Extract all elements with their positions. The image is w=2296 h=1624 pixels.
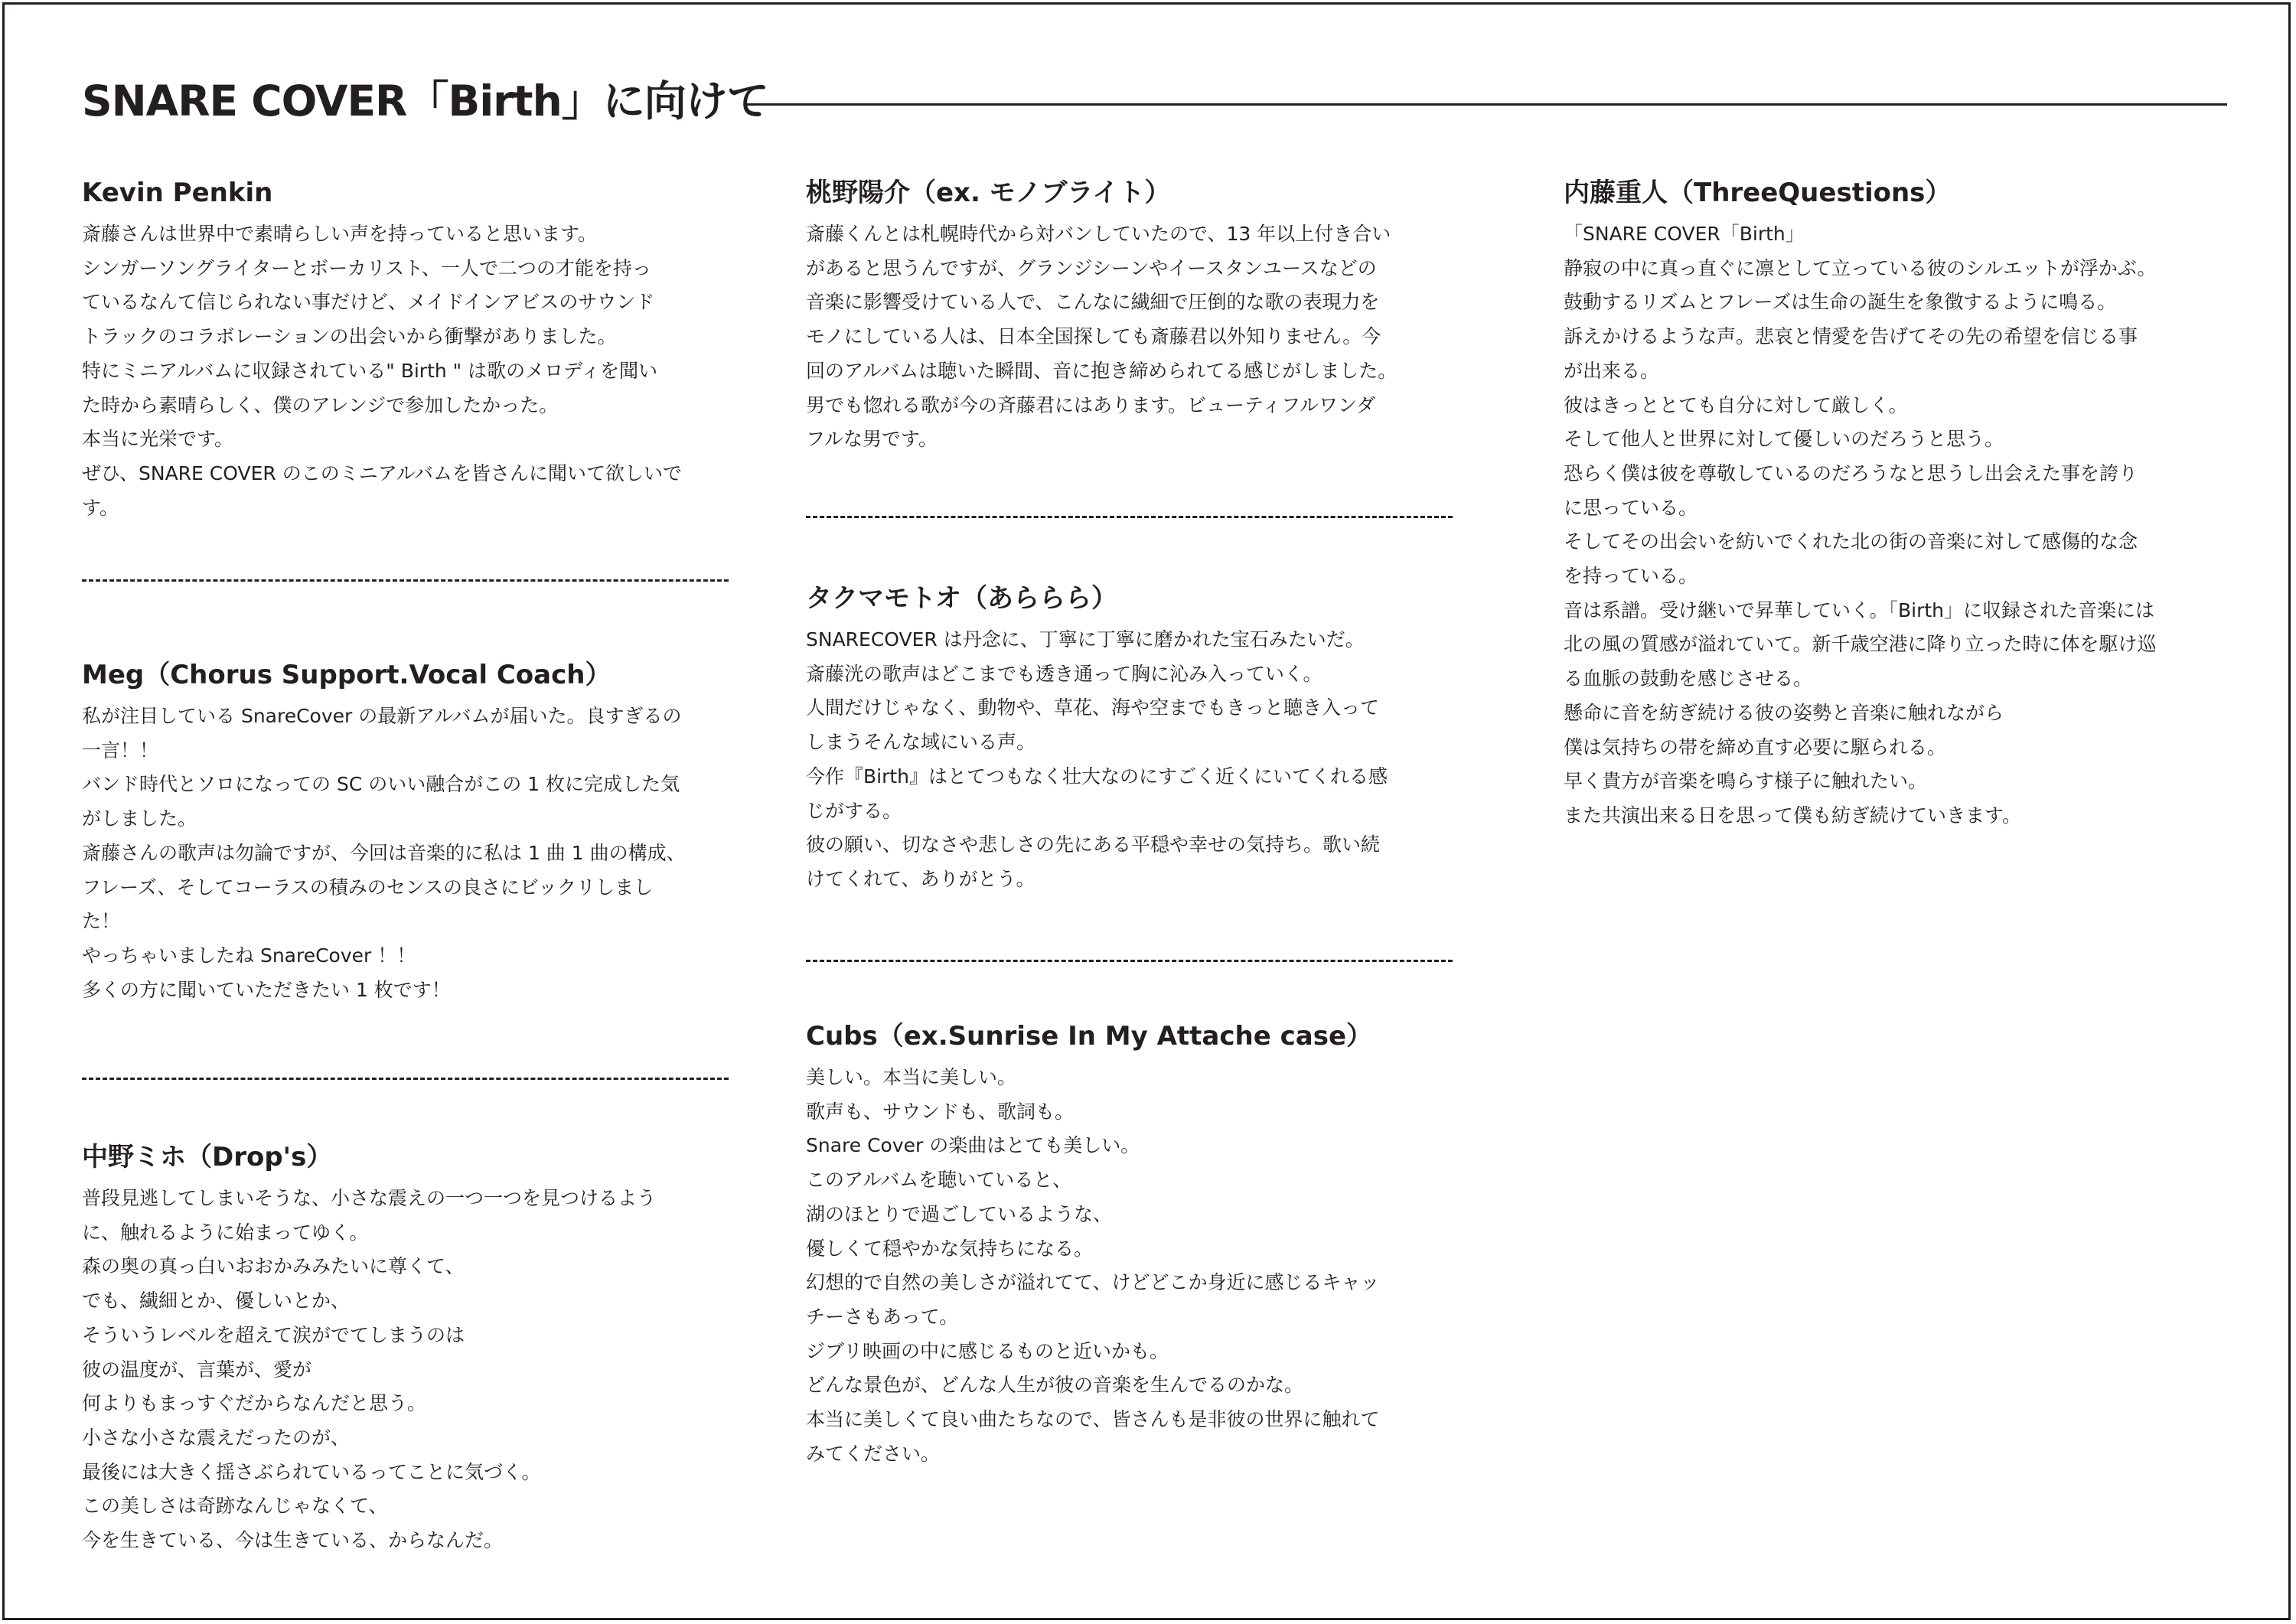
comment-line: ジブリ映画の中に感じるものと近いかも。 [806,1339,1169,1362]
comment-line: た！ [82,910,121,933]
comment-line: 優しくて穏やかな気持ちになる。 [806,1237,1094,1260]
comment-line: 森の奥の真っ白いおおかみみたいに尊くて、 [82,1255,465,1278]
commenter-name: Kevin Penkin [82,178,273,208]
commenter-name: 桃野陽介（ex. モノブライト） [806,178,1171,208]
comment-line: 特にミニアルバムに収録されている" Birth " は歌のメロディを聞い [82,359,658,382]
comment-line: す。 [82,496,119,519]
comment-line: 北の風の質感が溢れていて。新千歳空港に降り立った時に体を駆け巡 [1564,633,2157,656]
comment-line: このアルバムを聴いていると、 [806,1169,1072,1192]
dashed-divider [82,1078,729,1080]
comment-line: けてくれて、ありがとう。 [806,867,1035,890]
comment-line: 人間だけじゃなく、動物や、草花、海や空までもきっと聴き入って [806,696,1380,719]
comment-line: フレーズ、そしてコーラスの積みのセンスの良さにビックリしまし [82,876,654,898]
comment-line: この美しさは奇跡なんじゃなくて、 [82,1495,388,1518]
dashed-divider [806,960,1453,962]
comment-entry [806,176,1456,457]
comment-line: モノにしている人は、日本全国探しても斎藤君以外知りません。今 [806,325,1381,348]
comment-line: じがする。 [806,799,902,822]
comment-line: 音楽に影響受けている人で、こんなに繊細で圧倒的な歌の表現力を [806,291,1380,314]
comment-line: 何よりもまっすぐだからなんだと思う。 [82,1392,427,1415]
comment-line: 今作『Birth』はとてつもなく壮大なのにすごく近くにいてくれる感 [806,765,1388,788]
commenter-name: 中野ミホ（Drop's） [82,1142,333,1172]
comment-line: 恐らく僕は彼を尊敬しているのだろうなと思うし出会えた事を誇り [1564,461,2138,484]
comment-line: そして他人と世界に対して優しいのだろうと思う。 [1564,428,2004,451]
comment-line: やっちゃいましたね SnareCover ！！ [82,944,416,967]
commenter-name: Meg（Chorus Support.Vocal Coach） [82,660,612,690]
comment-line: 美しい。本当に美しい。 [806,1066,1017,1088]
comment-body [1564,217,2237,833]
comment-body [806,623,1456,897]
title-rule [746,103,2227,106]
comment-body [82,699,732,1007]
comment-line: そういうレベルを超えて涙がでてしまうのは [82,1323,465,1346]
comment-line: た時から素晴らしく、僕のアレンジで参加したかった。 [82,393,559,416]
comment-line: チーさもあって。 [806,1305,959,1328]
comment-line: 僕は気持ちの帯を締め直す必要に駆られる。 [1564,735,1947,758]
comment-line: SNARECOVER は丹念に、丁寧に丁寧に磨かれた宝石みたいだ。 [806,628,1365,651]
comment-line: シンガーソングライターとボーカリスト、一人で二つの才能を持っ [82,256,651,279]
comment-line: みてください。 [806,1442,941,1465]
comment-line: を持っている。 [1564,565,1698,588]
comment-line: トラックのコラボレーションの出会いから衝撃がありました。 [82,325,617,348]
comment-entry [82,1140,732,1558]
comment-line: 斎藤さんの歌声は勿論ですが、今回は音楽的に私は 1 曲 1 曲の構成、 [82,841,686,864]
comment-line: どんな景色が、どんな人生が彼の音楽を生んでるのかな。 [806,1374,1304,1397]
comment-body [806,217,1456,457]
comment-entry [82,176,732,525]
comment-line: 静寂の中に真っ直ぐに凛として立っている彼のシルエットが浮かぶ。 [1564,256,2157,279]
comment-line: フルな男です。 [806,428,938,451]
comment-entry [1564,176,2237,833]
comment-line: 早く貴方が音楽を鳴らす様子に触れたい。 [1564,770,1928,793]
comment-line: 本当に美しくて良い曲たちなので、皆さんも是非彼の世界に触れて [806,1408,1380,1431]
comment-line: バンド時代とソロになっての SC のいい融合がこの 1 枚に完成した気 [82,773,680,796]
comment-line: があると思うんですが、グランジシーンやイースタンユースなどの [806,256,1377,279]
comment-line: る血脈の鼓動を感じさせる。 [1564,667,1813,690]
comment-line: 男でも惚れる歌が今の斉藤君にはあります。ビューティフルワンダ [806,393,1376,416]
comment-line: 私が注目している SnareCover の最新アルバムが届いた。良すぎるの [82,705,682,727]
comment-entry [806,1019,1456,1471]
comment-line: 彼はきっととても自分に対して厳しく。 [1564,393,1908,416]
comment-line: 鼓動するリズムとフレーズは生命の誕生を象徴するように鳴る。 [1564,291,2117,314]
comment-line: 湖のほとりで過ごしているような、 [806,1202,1113,1225]
comment-line: 懸命に音を紡ぎ続ける彼の姿勢と音楽に触れながら [1564,701,2004,724]
comment-line: 本当に光栄です。 [82,428,234,451]
comment-line: でも、繊細とか、優しいとか、 [82,1290,351,1313]
comment-line: 今を生きている、今は生きている、からなんだ。 [82,1529,504,1552]
page-title: SNARE COVER「Birth」に向けて [82,77,768,126]
commenter-name: 内藤重人（ThreeQuestions） [1564,178,1952,208]
comment-line: 歌声も、サウンドも、歌詞も。 [806,1100,1075,1123]
comment-line: しまうそんな域にいる声。 [806,731,1036,754]
comment-line: 最後には大きく揺さぶられているってことに気づく。 [82,1460,541,1483]
comment-line: 彼の温度が、言葉が、愛が [82,1358,312,1381]
comment-line: に思っている。 [1564,496,1698,519]
commenter-name: タクマモトオ（あららら） [806,583,1117,614]
comment-line: 幻想的で自然の美しさが溢れてて、けどどこか身近に感じるキャッ [806,1271,1380,1294]
comment-body [82,1182,732,1558]
comment-line: 「SNARE COVER「Birth」 [1564,223,1805,245]
comment-line: 音は系譜。受け継いで昇華していく。「Birth」に収録された音楽には [1564,598,2155,621]
commenter-name: Cubs（ex.Sunrise In My Attache case） [806,1021,1373,1052]
comment-line: 多くの方に聞いていただきたい 1 枚です！ [82,978,451,1001]
comment-line: ているなんて信じられない事だけど、メイドインアビスのサウンド [82,291,655,314]
dashed-divider [806,516,1453,518]
comment-entry [806,582,1456,897]
comment-line: に、触れるように始まってゆく。 [82,1221,369,1244]
comment-line: 斎藤さんは世界中で素晴らしい声を持っていると思います。 [82,223,598,245]
comment-line: 小さな小さな震えだったのが、 [82,1426,351,1449]
comment-line: 訴えかけるような声。悲哀と情愛を告げてその先の希望を信じる事 [1564,325,2138,348]
comment-entry [82,658,732,1007]
comment-line: が出来る。 [1564,359,1660,382]
comment-line: 普段見逃してしまいそうな、小さな震えの一つ一つを見つけるよう [82,1187,657,1209]
comment-line: また共演出来る日を思って僕も紡ぎ続けていきます。 [1564,804,2022,827]
comment-line: 一言！！ [82,739,159,761]
dashed-divider [82,579,729,582]
comment-line: ぜひ、SNARE COVER のこのミニアルバムを皆さんに聞いて欲しいで [82,461,682,484]
comment-line: 彼の願い、切なさや悲しさの先にある平穏や幸せの気持ち。歌い続 [806,833,1381,856]
comment-body [82,217,732,525]
comment-line: がしました。 [82,807,197,830]
comment-line: 回のアルバムは聴いた瞬間、音に抱き締められてる感じがしました。 [806,359,1397,382]
comment-line: そしてその出会いを紡いでくれた北の街の音楽に対して感傷的な念 [1564,530,2138,553]
comment-line: Snare Cover の楽曲はとても美しい。 [806,1134,1140,1157]
comment-line: 斎藤くんとは札幌時代から対バンしていたので、13 年以上付き合い [806,223,1391,245]
comment-line: 斎藤洸の歌声はどこまでも透き通って胸に沁み入っていく。 [806,662,1322,685]
comment-body [806,1061,1456,1471]
